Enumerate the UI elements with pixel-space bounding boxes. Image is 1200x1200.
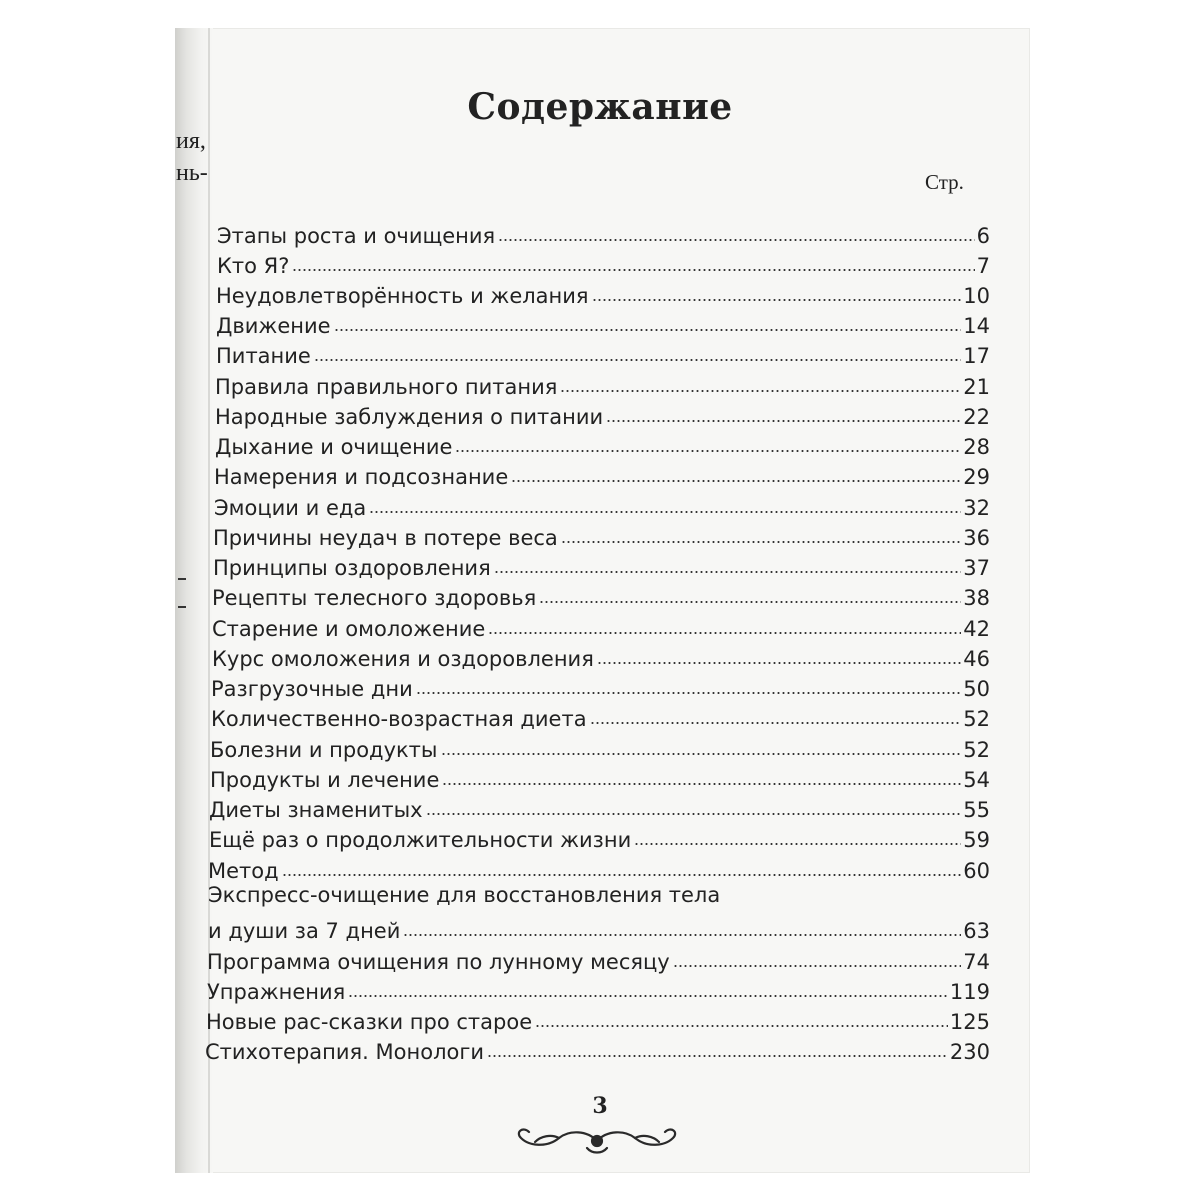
toc-entry-page: 38	[963, 586, 990, 610]
toc-entry-title: Причины неудач в потере веса	[213, 526, 558, 550]
toc-entry-page: 42	[963, 617, 990, 641]
toc-leader-dots	[455, 450, 961, 452]
toc-entry-title: Питание	[216, 344, 311, 368]
toc-entry-page: 50	[963, 677, 990, 701]
toc-entry-title: Стихотерапия. Монологи	[205, 1040, 485, 1064]
toc-entry-title: Экспресс-очищение для восстановления тела	[208, 883, 721, 907]
toc-leader-dots	[561, 541, 961, 543]
toc-entry-title: Метод	[208, 859, 279, 883]
toc-entry[interactable]	[213, 520, 990, 550]
toc-entry[interactable]	[210, 762, 990, 792]
toc-leader-dots	[560, 390, 961, 392]
toc-entry[interactable]	[215, 399, 990, 429]
toc-leader-dots	[673, 965, 962, 967]
toc-entry[interactable]	[209, 792, 990, 822]
toc-entry-page: 55	[963, 798, 990, 822]
toc-entry-page: 74	[963, 950, 990, 974]
toc-leader-dots	[292, 269, 974, 271]
toc-leader-dots	[314, 359, 961, 361]
toc-leader-dots	[590, 722, 962, 724]
toc-entry[interactable]	[206, 1004, 990, 1034]
toc-entry-page: 21	[963, 375, 990, 399]
toc-entry-page: 14	[963, 314, 990, 338]
toc-entry[interactable]	[207, 974, 990, 1004]
toc-entry[interactable]	[216, 308, 990, 338]
toc-entry-page: 52	[963, 738, 990, 762]
toc-entry[interactable]	[207, 944, 990, 974]
toc-entry-title: Упражнения	[207, 980, 346, 1004]
toc-leader-dots	[416, 692, 962, 694]
toc-leader-dots	[426, 813, 962, 815]
page-column-header: Стр.	[925, 170, 964, 194]
toc-entry[interactable]	[211, 671, 990, 701]
toc-leader-dots	[441, 753, 962, 755]
toc-entry-page: 46	[963, 647, 990, 671]
toc-entry-title: Курс омоложения и оздоровления	[212, 647, 594, 671]
toc-entry-page: 28	[963, 435, 990, 459]
toc-entry[interactable]	[211, 701, 990, 731]
toc-entry-title: Продукты и лечение	[210, 768, 440, 792]
toc-entry-title: Разгрузочные дни	[211, 677, 413, 701]
toc-leader-dots	[597, 662, 961, 664]
toc-entry-page: 119	[949, 980, 990, 1004]
toc-entry-title: Дыхание и очищение	[215, 435, 453, 459]
edge-fragment-bottom: нь-	[176, 160, 208, 186]
toc-leader-dots	[498, 239, 974, 241]
toc-entry-page: 6	[976, 224, 990, 248]
toc-leader-dots	[403, 934, 961, 936]
toc-leader-dots	[334, 329, 962, 331]
toc-entry-page: 59	[963, 828, 990, 852]
toc-leader-dots	[539, 601, 961, 603]
toc-entry-title: Неудовлетворённость и желания	[216, 284, 589, 308]
toc-entry[interactable]	[205, 1034, 990, 1064]
toc-entry[interactable]	[214, 459, 990, 489]
toc-entry[interactable]	[213, 550, 990, 580]
toc-entry-page: 63	[963, 919, 990, 943]
toc-entry[interactable]	[210, 732, 990, 762]
toc-entry-title: Ещё раз о продолжительности жизни	[209, 828, 632, 852]
toc-entry-page: 22	[963, 405, 990, 429]
toc-entry-title: Количественно-возрастная диета	[211, 707, 587, 731]
toc-entry[interactable]	[214, 490, 990, 520]
table-of-contents	[205, 218, 990, 1068]
toc-entry-page: 36	[963, 526, 990, 550]
toc-entry-page: 52	[963, 707, 990, 731]
toc-entry-page: 17	[963, 344, 990, 368]
toc-entry-title: Болезни и продукты	[210, 738, 438, 762]
toc-entry[interactable]	[217, 218, 990, 248]
toc-entry-title: Кто Я?	[217, 254, 290, 278]
toc-entry[interactable]	[216, 278, 990, 308]
toc-entry[interactable]	[212, 641, 990, 671]
toc-entry-page: 29	[963, 465, 990, 489]
toc-leader-dots	[348, 995, 948, 997]
toc-entry-title: Движение	[216, 314, 331, 338]
scroll-ornament-icon	[507, 1124, 687, 1158]
toc-entry[interactable]	[215, 429, 990, 459]
toc-entry-title: Принципы оздоровления	[213, 556, 491, 580]
toc-entry-first-line[interactable]	[208, 883, 720, 913]
toc-entry-title: Диеты знаменитых	[209, 798, 423, 822]
toc-leader-dots	[634, 843, 961, 845]
toc-entry[interactable]	[215, 369, 990, 399]
toc-entry-title: Этапы роста и очищения	[217, 224, 496, 248]
edge-dash-mark	[178, 606, 186, 608]
toc-entry-title: Эмоции и еда	[214, 496, 367, 520]
toc-entry[interactable]	[217, 248, 990, 278]
toc-entry-title: Намерения и подсознание	[214, 465, 509, 489]
toc-entry-title: Рецепты телесного здоровья	[212, 586, 537, 610]
toc-entry-title: Народные заблуждения о питании	[215, 405, 604, 429]
toc-leader-dots	[442, 783, 961, 785]
toc-leader-dots	[282, 874, 962, 876]
toc-entry-title: Новые рас-сказки про старое	[206, 1010, 533, 1034]
edge-fragment-top: ия,	[176, 128, 206, 154]
toc-leader-dots	[511, 480, 961, 482]
toc-entry-page: 32	[963, 496, 990, 520]
toc-leader-dots	[487, 1055, 948, 1057]
toc-entry-page: 10	[963, 284, 990, 308]
toc-entry[interactable]	[208, 853, 990, 883]
toc-entry-page: 125	[949, 1010, 990, 1034]
toc-entry-title: Старение и омоложение	[212, 617, 486, 641]
toc-entry-page: 60	[963, 859, 990, 883]
toc-entry[interactable]	[212, 580, 990, 610]
toc-entry[interactable]	[209, 822, 990, 852]
toc-entry-page: 7	[976, 254, 990, 278]
edge-dash-mark	[178, 578, 186, 580]
toc-entry-page: 230	[949, 1040, 990, 1064]
toc-leader-dots	[494, 571, 962, 573]
toc-leader-dots	[369, 511, 961, 513]
toc-entry[interactable]	[216, 338, 990, 368]
page-title: Содержание	[467, 86, 733, 128]
toc-entry-page: 54	[963, 768, 990, 792]
toc-entry-page: 37	[963, 556, 990, 580]
toc-entry-title: Программа очищения по лунному месяцу	[207, 950, 670, 974]
toc-leader-dots	[535, 1025, 948, 1027]
toc-entry[interactable]	[212, 611, 990, 641]
toc-entry[interactable]	[208, 913, 990, 943]
toc-leader-dots	[488, 632, 961, 634]
toc-leader-dots	[606, 420, 961, 422]
toc-entry-title: и души за 7 дней	[208, 919, 401, 943]
page-number: 3	[592, 1093, 608, 1119]
toc-leader-dots	[592, 299, 962, 301]
toc-entry-title: Правила правильного питания	[215, 375, 558, 399]
